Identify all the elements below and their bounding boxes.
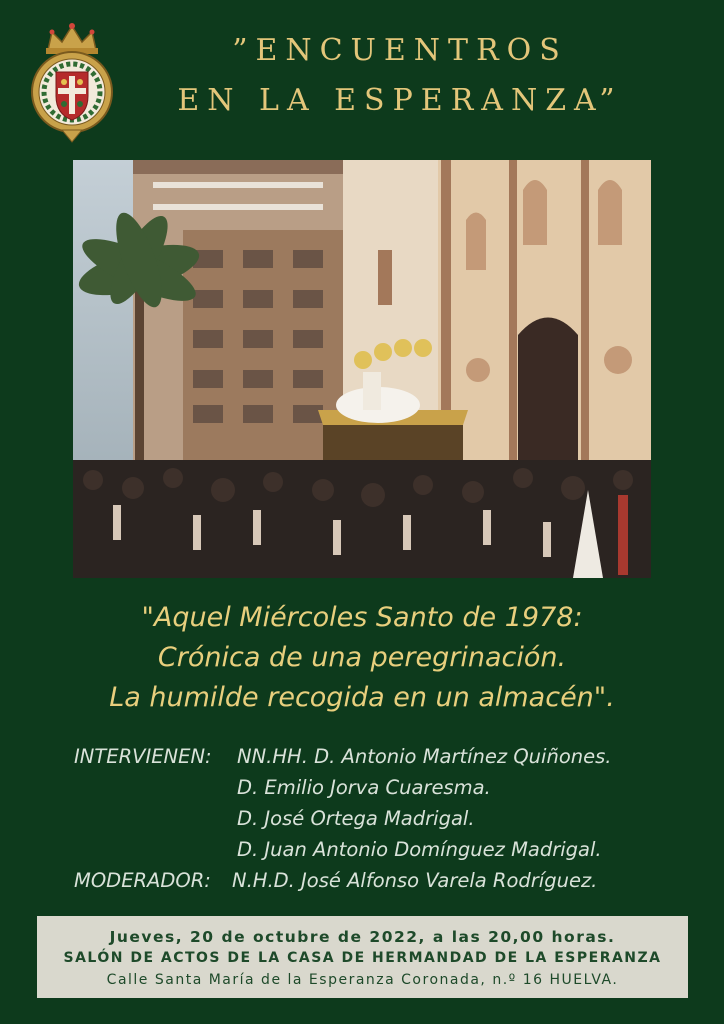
participant-row	[74, 838, 694, 869]
participants-label: INTERVIENEN:	[74, 745, 212, 768]
moderator-name: N.H.D. José Alfonso Varela Rodríguez.	[232, 869, 598, 892]
participant-name: D. Juan Antonio Domínguez Madrigal.	[237, 838, 602, 861]
event-address: Calle Santa María de la Esperanza Coronada, n.º 16 HUELVA.	[106, 972, 619, 988]
moderator-row	[74, 869, 694, 900]
participant-row	[74, 745, 694, 776]
brotherhood-crest-icon	[26, 20, 118, 144]
participant-name: NN.HH. D. Antonio Martínez Quiñones.	[237, 745, 612, 768]
quote-line-1: "Aquel Miércoles Santo de 1978:	[141, 602, 583, 633]
event-quote	[40, 598, 684, 718]
participant-row	[74, 807, 694, 838]
title-line-1: ”ENCUENTROS	[232, 33, 568, 68]
event-venue: SALÓN DE ACTOS DE LA CASA DE HERMANDAD DE LA ESPERANZA	[63, 950, 662, 966]
speakers-list	[74, 745, 694, 900]
participant-name: D. Emilio Jorva Cuaresma.	[237, 776, 491, 799]
event-date: Jueves, 20 de octubre de 2022, a las 20,00 horas.	[109, 928, 616, 946]
quote-line-2: Crónica de una peregrinación.	[157, 642, 567, 673]
moderator-label: MODERADOR:	[74, 869, 211, 892]
procession-photo	[73, 160, 651, 578]
participant-name: D. José Ortega Madrigal.	[237, 807, 475, 830]
quote-line-3: La humilde recogida en un almacén".	[109, 682, 615, 713]
event-details-box	[37, 916, 688, 998]
participant-row	[74, 776, 694, 807]
title-line-2: EN LA ESPERANZA”	[177, 83, 623, 118]
